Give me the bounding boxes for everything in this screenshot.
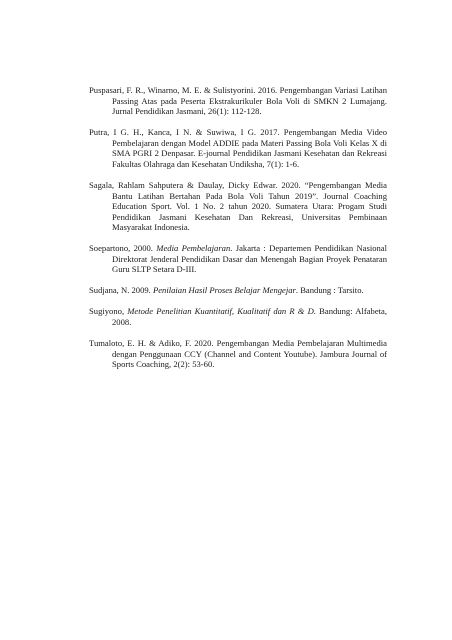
reference-title: Media Pembelajaran xyxy=(156,243,231,254)
reference-title: Metode Penelitian Kuantitatif, Kualitatif dan R & D. xyxy=(127,306,316,317)
reference-text: Putra, I G. H., Kanca, I N. & Suwiwa, I G. 2017. Pengembangan Media Video Pembelajaran dengan Model ADDIE pada Materi Passing Bola Voli Kelas X di SMA PGRI 2 Denpasar. E-journal Pendidikan Jasmani Kesehatan dan Rekreasi Fakultas Olahraga dan Kesehatan Undiksha, 7(1): 1-6. xyxy=(89,127,387,169)
reference-text-tail: . Jakarta : Departemen Pendidikan Nasional Direktorat Jenderal Pendidikan Dasar dan Menengah Bagian Proyek Penataran Guru SLTP Setara D-III. xyxy=(112,243,387,275)
reference-entry-sugiyono xyxy=(89,306,387,327)
reference-text: Soepartono, 2000. xyxy=(89,243,157,254)
reference-text-tail: Bandung: Alfabeta, 2008. xyxy=(112,306,387,328)
reference-entry-sudjana xyxy=(89,285,387,296)
reference-text: Sugiyono, xyxy=(89,306,128,317)
reference-entry-sagala xyxy=(89,180,387,233)
reference-text: Tumaloto, E. H. & Adiko, F. 2020. Pengembangan Media Pembelajaran Multimedia dengan Penggunaan CCY (Channel and Content Youtube). Jambura Journal of Sports Coaching, 2(2): 53-60. xyxy=(89,338,387,370)
reference-list xyxy=(89,85,387,380)
reference-text-tail: . Bandung : Tarsito. xyxy=(295,285,364,296)
reference-text: Puspasari, F. R., Winarno, M. E. & Sulistyorini. 2016. Pengembangan Variasi Latihan Passing Atas pada Peserta Ekstrakurikuler Bola Voli di SMKN 2 Lumajang. Jurnal Pendidikan Jasmani, 26(1): 112-128. xyxy=(89,85,387,117)
reference-entry-putra xyxy=(89,127,387,169)
reference-text: Sagala, Rahlam Sahputera & Daulay, Dicky Edwar. 2020. “Pengembangan Media Bantu Latihan Bertahan Pada Bola Voli Tahun 2019”. Journal Coaching Education Sport. Vol. 1 No. 2 tahun 2020. Sumatera Utara: Progam Studi Pendidikan Jasmani Kesehatan Dan Rekreasi, Universitas Pembinaan Masyarakat Indonesia. xyxy=(89,179,387,233)
reference-title: Penilaian Hasil Proses Belajar Mengejar xyxy=(152,285,296,296)
reference-entry-tumaloto xyxy=(89,338,387,370)
reference-text: Sudjana, N. 2009. xyxy=(89,285,153,296)
reference-entry-puspasari xyxy=(89,85,387,117)
reference-entry-soepartono xyxy=(89,243,387,275)
